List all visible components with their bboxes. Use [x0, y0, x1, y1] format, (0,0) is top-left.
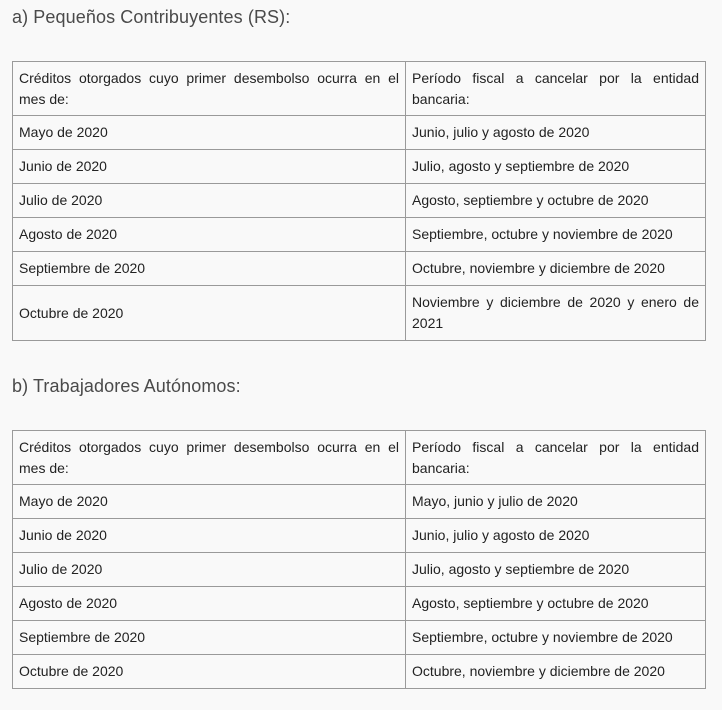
table-row: [13, 286, 706, 341]
table-row: [13, 621, 706, 655]
header-cell-month: Créditos otorgados cuyo primer desembolso ocurra en el mes de:: [13, 431, 406, 485]
month-cell: Octubre de 2020: [13, 286, 406, 341]
schedule-table-pequenos-contribuyentes: [12, 61, 706, 341]
table-header-row: [13, 62, 706, 116]
header-cell-month: Créditos otorgados cuyo primer desembolso ocurra en el mes de:: [13, 62, 406, 116]
month-cell: Julio de 2020: [13, 184, 406, 218]
table-row: [13, 116, 706, 150]
month-cell: Mayo de 2020: [13, 116, 406, 150]
period-cell: Junio, julio y agosto de 2020: [406, 116, 706, 150]
month-cell: Agosto de 2020: [13, 218, 406, 252]
table-row: [13, 553, 706, 587]
period-cell: Junio, julio y agosto de 2020: [406, 519, 706, 553]
table-row: [13, 519, 706, 553]
table-header-row: [13, 431, 706, 485]
table-row: [13, 587, 706, 621]
month-cell: Mayo de 2020: [13, 485, 406, 519]
table-row: [13, 485, 706, 519]
month-cell: Junio de 2020: [13, 519, 406, 553]
section-title-pequenos-contribuyentes: a) Pequeños Contribuyentes (RS):: [12, 7, 291, 27]
month-cell: Septiembre de 2020: [13, 621, 406, 655]
period-cell: Agosto, septiembre y octubre de 2020: [406, 587, 706, 621]
period-cell: Noviembre y diciembre de 2020 y enero de 2021: [406, 286, 706, 341]
month-cell: Octubre de 2020: [13, 655, 406, 689]
period-cell: Mayo, junio y julio de 2020: [406, 485, 706, 519]
table-row: [13, 252, 706, 286]
header-cell-period: Período fiscal a cancelar por la entidad bancaria:: [406, 431, 706, 485]
schedule-table-trabajadores-autonomos: [12, 430, 706, 689]
table-row: [13, 150, 706, 184]
month-cell: Junio de 2020: [13, 150, 406, 184]
month-cell: Agosto de 2020: [13, 587, 406, 621]
month-cell: Julio de 2020: [13, 553, 406, 587]
section-title-trabajadores-autonomos: b) Trabajadores Autónomos:: [12, 376, 241, 396]
month-cell: Septiembre de 2020: [13, 252, 406, 286]
table-row: [13, 184, 706, 218]
table-row: [13, 655, 706, 689]
table-row: [13, 218, 706, 252]
period-cell: Octubre, noviembre y diciembre de 2020: [406, 252, 706, 286]
period-cell: Septiembre, octubre y noviembre de 2020: [406, 218, 706, 252]
period-cell: Julio, agosto y septiembre de 2020: [406, 553, 706, 587]
header-cell-period: Período fiscal a cancelar por la entidad bancaria:: [406, 62, 706, 116]
period-cell: Agosto, septiembre y octubre de 2020: [406, 184, 706, 218]
period-cell: Julio, agosto y septiembre de 2020: [406, 150, 706, 184]
period-cell: Octubre, noviembre y diciembre de 2020: [406, 655, 706, 689]
period-cell: Septiembre, octubre y noviembre de 2020: [406, 621, 706, 655]
